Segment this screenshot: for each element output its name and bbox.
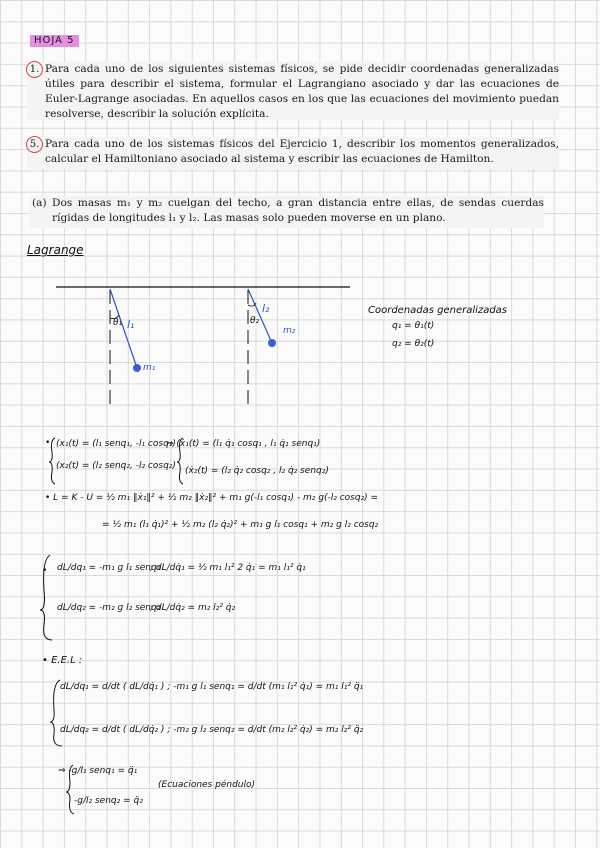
sheet-label: HOJA 5 bbox=[30, 35, 79, 47]
part-a-label: (a) bbox=[32, 197, 47, 209]
theta-2-label: θ₂ bbox=[250, 316, 260, 326]
theta-1-label: θ₁ bbox=[113, 318, 123, 328]
exercise-1-text: Para cada uno de los siguientes sistemas físicos, se pide decidir coordenadas generalizadas útiles para describir el sistema, formular el Lagrangiano asociado y dar las ecuaciones de Euler-Lagrange asociadas. En aquellos casos en los que las ecuaciones del movimiento puedan resolverse, describir la solución explícita. bbox=[45, 63, 559, 120]
deriv-q1dot: ; dL/dq̇₁ = ½ m₁ l₁² 2 q̇₁ = m₁ l₁² q̇₁ bbox=[150, 563, 306, 573]
mass-2 bbox=[268, 339, 276, 347]
gen-coords-title: Coordenadas generalizadas bbox=[368, 305, 508, 316]
q1-def: q₁ = θ₁(t) bbox=[392, 321, 435, 331]
velocity-2: (ẋ₂(t) = (l₂ q̇₂ cosq₂ , l₂ q̇₂ senq₂) bbox=[185, 466, 329, 476]
deriv-q1: dL/dq₁ = -m₁ g l₁ senq₁ bbox=[57, 563, 161, 573]
lagrange-heading: Lagrange bbox=[27, 243, 84, 257]
lagrangian-line-1: • L = K - U = ½ m₁ ‖ẋ₁‖² + ½ m₂ ‖ẋ₂‖² + m₁ g(-l₁ cosq₁) - m₂ g(-l₂ cosq₂) = bbox=[45, 493, 379, 503]
l1-label: l₁ bbox=[127, 318, 135, 331]
part-a-text: Dos masas m₁ y m₂ cuelgan del techo, a gran distancia entre ellas, de sendas cuerdas rígidas de longitudes l₁ y l₂. Las masas solo pueden moverse en un plano. bbox=[52, 197, 544, 224]
m1-label: m₁ bbox=[143, 363, 156, 373]
exercise-1-number: 1. bbox=[26, 61, 43, 78]
pendulum-note: (Ecuaciones péndulo) bbox=[158, 780, 256, 790]
m2-label: m₂ bbox=[283, 326, 296, 336]
result-eq-1: ⇒ -g/l₁ senq₁ = q̈₁ bbox=[58, 766, 138, 776]
dot-bullet: • bbox=[45, 438, 51, 448]
deriv-q2: dL/dq₂ = -m₂ g l₂ senq₂ bbox=[57, 603, 161, 613]
position-2: (x₂(t) = (l₂ senq₂, -l₂ cosq₂) bbox=[56, 461, 176, 471]
eel-eq-2: dL/dq₂ = d/dt ( dL/dq̇₂ ) ; -m₂ g l₂ senq₂ = d/dt (m₂ l₂² q̇₂) = m₂ l₂² q̈₂ bbox=[60, 725, 364, 735]
q2-def: q₂ = θ₂(t) bbox=[392, 339, 435, 349]
mass-1 bbox=[133, 364, 141, 372]
position-1: (x₁(t) = (l₁ senq₁, -l₁ cosq₁) bbox=[56, 439, 176, 449]
deriv-q2dot: ; dL/dq̇₂ = m₂ l₂² q̇₂ bbox=[150, 603, 236, 613]
l2-label: l₂ bbox=[262, 302, 270, 315]
eel-eq-1: dL/dq₁ = d/dt ( dL/dq̇₁ ) ; -m₁ g l₁ senq₁ = d/dt (m₁ l₁² q̇₁) = m₁ l₁² q̈₁ bbox=[60, 682, 364, 692]
eel-heading: • E.E.L : bbox=[42, 655, 83, 666]
velocity-1: ⇒ (ẋ₁(t) = (l₁ q̇₁ cosq₁ , l₁ q̇₁ senq₁) bbox=[166, 439, 321, 449]
exercise-5-number: 5. bbox=[26, 136, 43, 153]
exercise-5-text: Para cada uno de los sistemas físicos del Ejercicio 1, describir los momentos generalizados, calcular el Hamiltoniano asociado al sistema y escribir las ecuaciones de Hamilton. bbox=[45, 138, 559, 165]
dot-bullet-2: • bbox=[42, 566, 48, 576]
lagrangian-line-2: = ½ m₁ (l₁ q̇₁)² + ½ m₂ (l₂ q̇₂)² + m₁ g l₁ cosq₁ + m₂ g l₂ cosq₂ bbox=[102, 520, 379, 530]
result-eq-2: -g/l₂ senq₂ = q̈₂ bbox=[74, 796, 143, 806]
